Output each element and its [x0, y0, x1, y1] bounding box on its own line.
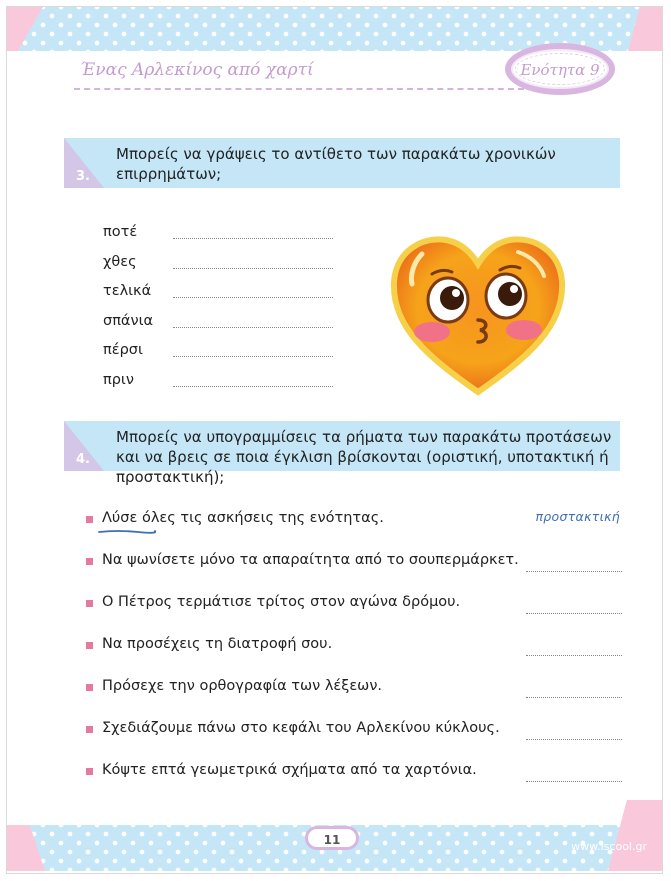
sentence-text: Ο Πέτρος τερμάτισε τρίτος στον αγώνα δρόμου. — [102, 594, 461, 610]
adverb-row — [103, 368, 333, 398]
sentence-text: Λύσε όλες τις ασκήσεις της ενότητας. — [102, 510, 384, 526]
exercise-4-number: 4. — [76, 452, 90, 467]
adverb-row — [103, 338, 333, 368]
answer-line[interactable] — [173, 238, 333, 239]
adverb-row — [103, 279, 333, 309]
adverb-word: πριν — [103, 371, 134, 388]
answer-line[interactable] — [526, 593, 622, 614]
answer-line[interactable] — [173, 297, 333, 298]
answer-line[interactable] — [526, 509, 622, 529]
square-bullet-icon — [86, 516, 93, 523]
sentence-row — [86, 633, 622, 675]
sentence-text: Κόψτε επτά γεωμετρικά σχήματα από τα χαρτόνια. — [102, 762, 477, 778]
square-bullet-icon — [86, 768, 93, 775]
answer-line[interactable] — [173, 356, 333, 357]
kissing-heart-emoji-icon — [388, 232, 568, 398]
sentence-row — [86, 759, 622, 801]
square-bullet-icon — [86, 558, 93, 565]
exercise-3-instruction: Μπορείς να γράψεις το αντίθετο των παρακάτω χρονικών επιρρημάτων; — [116, 145, 556, 183]
adverb-list — [103, 220, 333, 398]
exercise-3-number: 3. — [76, 169, 90, 184]
exercise-3-header — [64, 138, 620, 188]
sentence-list — [86, 507, 622, 801]
adverb-word: χθες — [103, 253, 137, 270]
adverb-word: ποτέ — [103, 224, 138, 240]
answer-line[interactable] — [526, 761, 622, 782]
answer-line[interactable] — [526, 719, 622, 740]
website-link[interactable]: www.iscool.gr — [571, 840, 647, 853]
adverb-row — [103, 220, 333, 250]
answer-line[interactable] — [173, 327, 333, 328]
unit-label: Ενότητα 9 — [520, 61, 600, 79]
square-bullet-icon — [86, 642, 93, 649]
sentence-row — [86, 507, 622, 549]
adverb-row — [103, 309, 333, 339]
answer-line[interactable] — [173, 268, 333, 269]
sentence-text: Πρόσεχε την ορθογραφία των λέξεων. — [102, 678, 383, 694]
exercise-4-instruction: Μπορείς να υπογραμμίσεις τα ρήματα των παρακάτω προτάσεων και να βρεις σε ποια έγκλιση βρίσκονται (οριστική, υποτακτική ή προστακτική); — [116, 428, 612, 486]
adverb-word: πέρσι — [103, 342, 143, 359]
sentence-text: Να ψωνίσετε μόνο τα απαραίτητα από το σουπερμάρκετ. — [102, 552, 519, 568]
lesson-title: Ένας Αρλεκίνος από χαρτί — [80, 60, 314, 80]
square-bullet-icon — [86, 600, 93, 607]
square-bullet-icon — [86, 684, 93, 691]
answer-line[interactable] — [526, 551, 622, 572]
lesson-title-bar — [74, 52, 524, 90]
answer-line[interactable] — [526, 635, 622, 656]
sentence-row — [86, 717, 622, 759]
sentence-row — [86, 591, 622, 633]
page-number: 11 — [323, 833, 341, 847]
adverb-row — [103, 250, 333, 280]
sentence-row — [86, 675, 622, 717]
unit-badge — [505, 43, 615, 95]
adverb-word: σπάνια — [103, 312, 154, 329]
adverb-word: τελικά — [103, 283, 152, 300]
verb-underline-mark — [98, 529, 156, 535]
answer-line[interactable] — [173, 386, 333, 387]
example-answer: προστακτική — [535, 509, 620, 524]
exercise-4-header — [64, 421, 620, 486]
sentence-text: Να προσέχεις τη διατροφή σου. — [102, 636, 333, 652]
page-number-badge — [305, 826, 359, 850]
sentence-row — [86, 549, 622, 591]
sentence-text: Σχεδιάζουμε πάνω στο κεφάλι του Αρλεκίνου κύκλους. — [102, 720, 500, 736]
answer-line[interactable] — [526, 677, 622, 698]
square-bullet-icon — [86, 726, 93, 733]
